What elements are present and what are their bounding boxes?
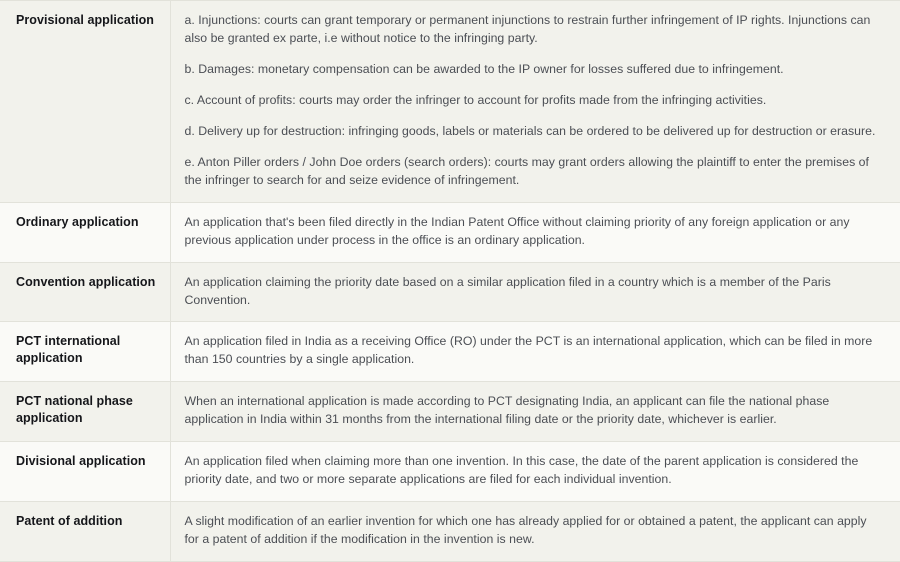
table-row	[0, 262, 900, 322]
description-paragraph: d. Delivery up for destruction: infringing goods, labels or materials can be ordered to be delivered up for destruction or erasure.	[184, 123, 876, 138]
description-paragraph: e. Anton Piller orders / John Doe orders (search orders): courts may grant orders allowing the plaintiff to enter the premises of the infringer to search for and seize evidence of infringement.	[184, 154, 869, 187]
table-body	[0, 1, 900, 562]
application-type-label: Patent of addition	[16, 514, 123, 529]
description-paragraph: An application filed when claiming more than one invention. In this case, the date of the parent application is considered the priority date, and two or more separate applications are filed for each individual invention.	[184, 454, 859, 487]
description-cell	[170, 502, 900, 562]
application-type-cell	[0, 262, 170, 322]
application-type-label: Ordinary application	[16, 214, 139, 229]
table-row	[0, 1, 900, 203]
application-type-cell	[0, 382, 170, 442]
application-type-label: Provisional application	[16, 13, 154, 27]
table-row	[0, 442, 900, 502]
table-row	[0, 382, 900, 442]
application-type-label: Convention application	[16, 274, 156, 289]
description-cell	[170, 442, 900, 502]
description-cell	[170, 202, 900, 262]
application-type-cell	[0, 502, 170, 562]
description-cell	[170, 322, 900, 382]
description-paragraph: b. Damages: monetary compensation can be awarded to the IP owner for losses suffered due to infringement.	[184, 61, 784, 76]
description-paragraph: a. Injunctions: courts can grant temporary or permanent injunctions to restrain further infringement of IP rights. Injunctions can also be granted ex parte, i.e without notice to the infringing party.	[184, 13, 871, 45]
application-type-cell	[0, 442, 170, 502]
application-type-label: PCT international application	[16, 334, 121, 365]
description-paragraph: c. Account of profits: courts may order the infringer to account for profits made from the infringing activities.	[184, 92, 767, 107]
table-row	[0, 322, 900, 382]
description-paragraph: When an international application is made according to PCT designating India, an applicant can file the national phase application in India within 31 months from the international filing date or the priority date, whichever is earlier.	[184, 394, 830, 427]
table-row	[0, 202, 900, 262]
application-type-cell	[0, 1, 170, 203]
description-cell	[170, 1, 900, 203]
application-type-cell	[0, 202, 170, 262]
application-type-label: PCT national phase application	[16, 394, 133, 425]
table-row	[0, 502, 900, 562]
application-type-label: Divisional application	[16, 454, 146, 469]
description-paragraph: An application filed in India as a receiving Office (RO) under the PCT is an international application, which can be filed in more than 150 countries by a single application.	[184, 334, 873, 367]
description-cell	[170, 382, 900, 442]
description-cell	[170, 262, 900, 322]
application-type-cell	[0, 322, 170, 382]
description-paragraph: An application that's been filed directly in the Indian Patent Office without claiming priority of any foreign application or any previous application under process in the office is an ordinary application.	[184, 214, 850, 247]
description-paragraph: A slight modification of an earlier invention for which one has already applied for or obtained a patent, the applicant can apply for a patent of addition if the modification in the invention is new.	[184, 514, 867, 547]
description-paragraph: An application claiming the priority date based on a similar application filed in a country which is a member of the Paris Convention.	[184, 274, 831, 307]
